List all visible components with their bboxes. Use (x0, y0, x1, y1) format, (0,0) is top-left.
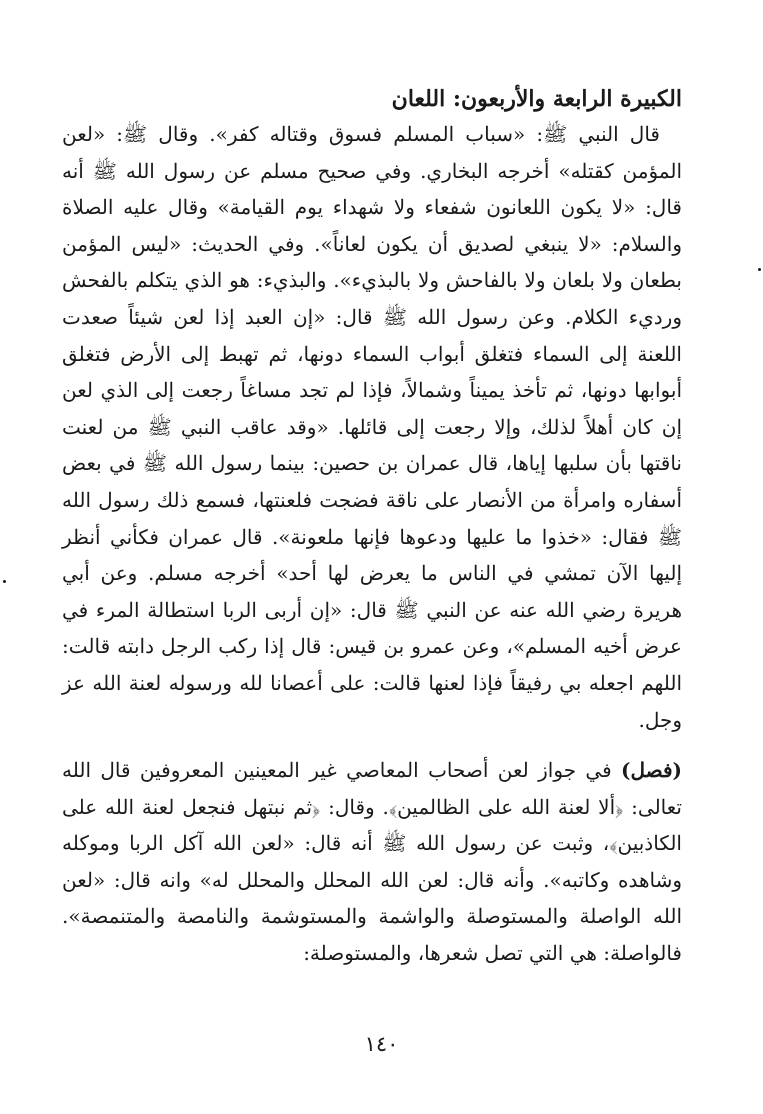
main-paragraph: قال النبي ﷺ: «سباب المسلم فسوق وقتاله كفر». وقال ﷺ: «لعن المؤمن كقتله» أخرجه البخاري. وفي صحيح مسلم عن رسول الله ﷺ أنه قال: «لا يكون اللعانون شفعاء ولا شهداء يوم القيامة» وقال عليه الصلاة والسلام: «لا ينبغي لصديق أن يكون لعاناً». وفي الحديث: «ليس المؤمن بطعان ولا بلعان ولا بالفاحش ولا بالبذيء». والبذيء: هو الذي يتكلم بالفحش ورديء الكلام. وعن رسول الله ﷺ قال: «إن العبد إذا لعن شيئاً صعدت اللعنة إلى السماء فتغلق أبواب السماء دونها، ثم تهبط إلى الأرض فتغلق أبوابها دونها، ثم تأخذ يميناً وشمالاً، فإذا لم تجد مساغاً رجعت إلى الذي لعن إن كان أهلاً لذلك، وإلا رجعت إلى قائلها. «وقد عاقب النبي ﷺ من لعنت ناقتها بأن سلبها إياها، قال عمران بن حصين: بينما رسول الله ﷺ في بعض أسفاره وامرأة من الأنصار على ناقة فضجت فلعنتها، فسمع ذلك رسول الله ﷺ فقال: «خذوا ما عليها ودعوها فإنها ملعونة». قال عمران فكأني أنظر إليها الآن تمشي في الناس ما يعرض لها أحد» أخرجه مسلم. وعن أبي هريرة رضي الله عنه عن النبي ﷺ قال: «إن أربى الربا استطالة المرء في عرض أخيه المسلم»، وعن عمرو بن قيس: قال إذا ركب الرجل دابته قالت: اللهم اجعله بي رفيقاً فإذا لعنها قالت: على أعصانا لله ورسوله لعنة الله عز وجل. (62, 122, 683, 732)
chapter-heading: الكبيرة الرابعة والأربعون: اللعان (391, 86, 682, 112)
scan-edge-mark-right (758, 268, 761, 271)
page-number: ١٤٠ (364, 1032, 399, 1056)
fasl-text: في جواز لعن أصحاب المعاصي غير المعينين المعروفين قال الله تعالى: ﴿ألا لعنة الله على الظالمين﴾. وقال: ﴿ثم نبتهل فنجعل لعنة الله على الكاذبين﴾، وثبت عن رسول الله ﷺ أنه قال: «لعن الله آكل الربا وموكله وشاهده وكاتبه». وأنه قال: لعن الله المحلل والمحلل له» وانه قال: «لعن الله الواصلة والمستوصلة والواشمة والمستوشمة والنامصة والمتنمصة». فالواصلة: هي التي تصل شعرها، والمستوصلة: (62, 758, 682, 966)
fasl-label: (فصل) (621, 758, 682, 783)
scan-edge-mark-left (3, 580, 6, 583)
page-text (62, 82, 682, 972)
fasl-paragraph (62, 752, 682, 972)
